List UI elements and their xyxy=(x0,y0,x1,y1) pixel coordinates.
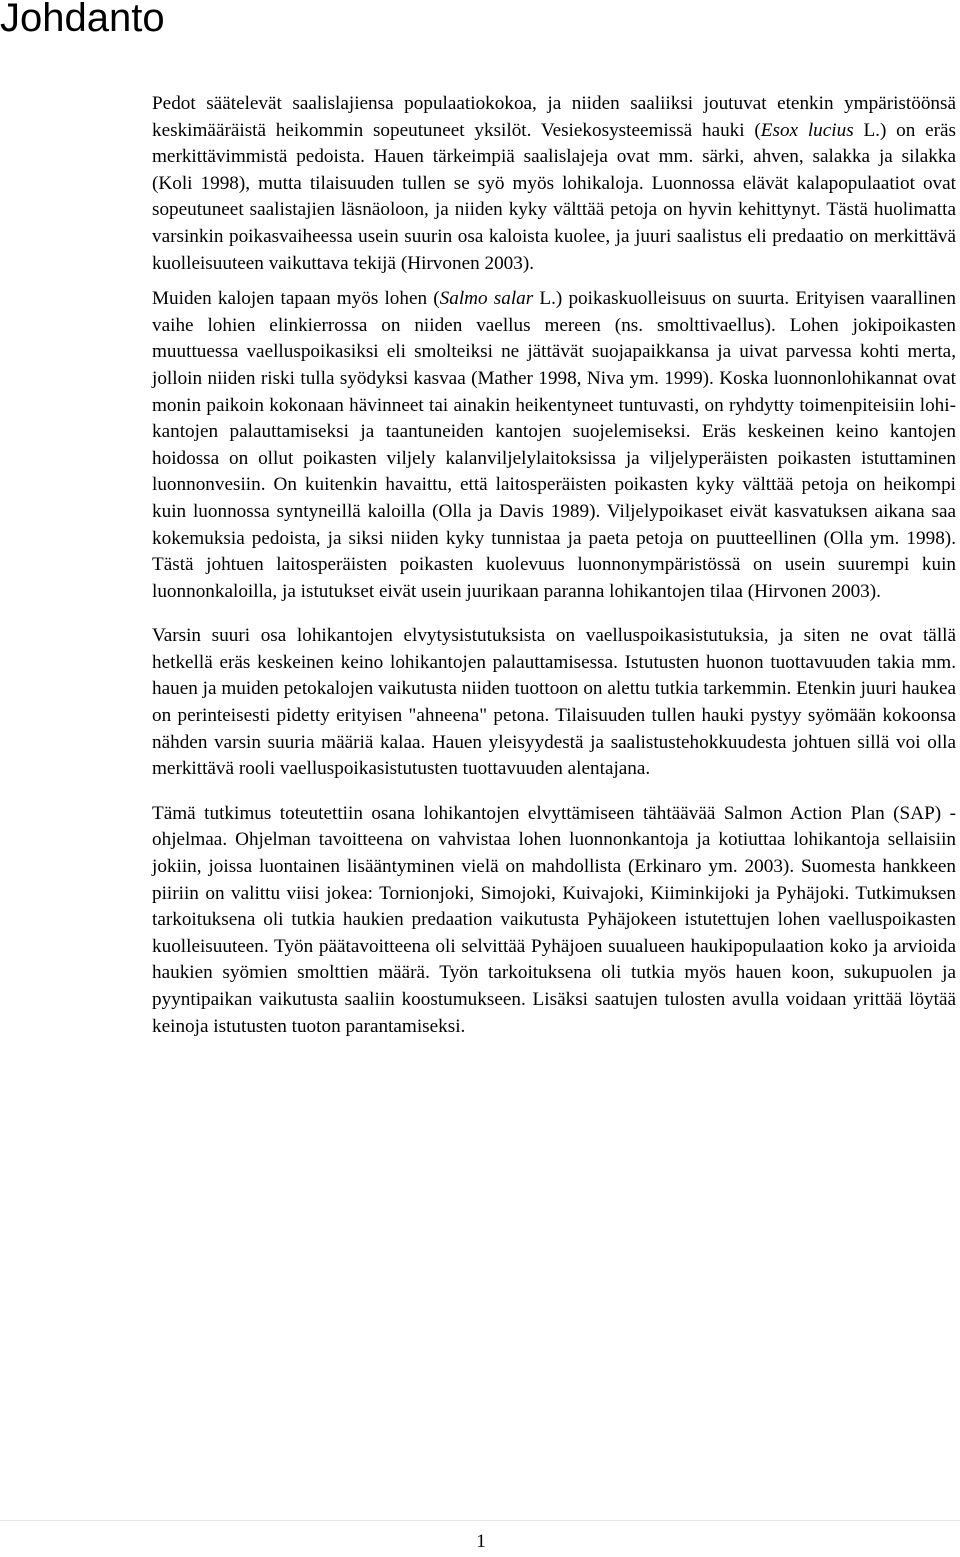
paragraph-1-text-b: L.) on eräs merkittävimmistä pedoista. Hauen tärkeimpiä saalislajeja ovat mm. särki, ahven, salakka ja silakka (Koli 1998), mutta tilaisuuden tullen se syö myös lohikaloja. Luonnossa elävät kalapopulaatiot ovat sopeutuneet saalistajien läsnäoloon, ja niiden kyky välttää petoja on hyvin kehittynyt. Tästä huolimatta varsinkin poikasvaiheessa usein suurin osa kaloista kuolee, ja juuri saalistus eli predaatio on merkittävä kuolleisuuteen vaikuttava tekijä (Hirvonen 2003). xyxy=(152,119,956,274)
page-heading: Johdanto xyxy=(0,0,165,40)
paragraph-2-text-a: Muiden kalojen tapaan myös lohen ( xyxy=(152,288,440,310)
species-name-esox-lucius: Esox lucius xyxy=(760,119,854,141)
body-text xyxy=(152,91,956,1040)
paragraph-1-text-a: Pedot säätelevät saalislajiensa populaatiokokoa, ja niiden saaliiksi joutuvat etenkin ympäristöönsä keskimääräistä heikommin sopeutuneet yksilöt. Vesiekosysteemissä hauki ( xyxy=(152,93,956,141)
paragraph-3: Varsin suuri osa lohikantojen elvytysistutuksista on vaelluspoikasistutuksia, ja siten ne ovat tällä hetkellä eräs keskeinen keino lohikantojen palauttamisessa. Istutusten huonon tuottavuuden takia mm. hauen ja muiden petokalojen vaikutusta niiden tuottoon on alettu tutkia tarkemmin. Etenkin juuri haukea on perinteisesti pidetty erityisen "ahneena" petona. Tilaisuuden tullen hauki pystyy syömään kokoonsa nähden varsin suuria määriä kalaa. Hauen yleisyydestä ja saalistustehokkuudesta johtuen sillä voi olla merkittävä rooli vaelluspoikasistutusten tuottavuuden alentajana. xyxy=(152,625,956,780)
paragraph-2 xyxy=(152,286,956,605)
paragraph-4: Tämä tutkimus toteutettiin osana lohikantojen elvyttämiseen tähtäävää Salmon Action Plan (SAP) -ohjelmaa. Ohjelman tavoitteena on vahvistaa lohen luonnonkantoja ja kotiuttaa lohikantoja sellaisiin jokiin, joissa luontainen lisääntyminen vielä on mahdollista (Erkinaro ym. 2003). Suomesta hankkeen piiriin on valittu viisi jokea: Tornionjoki, Simojoki, Kuivajoki, Kiiminkijoki ja Pyhäjoki. Tutkimuksen tarkoituksena oli tutkia haukien predaation vaikutusta Pyhäjokeen istutettujen lohen vaelluspoikasten kuolleisuuteen. Työn päätavoitteena oli selvittää Pyhäjoen suualueen haukipopulaation koko ja arvioida haukien syömien smolttien määrä. Työn tarkoituksena oli tutkia myös hauen koon, sukupuolen ja pyyntipaikan vaikutusta saaliin koostumukseen. Lisäksi saatujen tulosten avulla voidaan yrittää löytää keinoja istutusten tuoton parantamiseksi. xyxy=(152,802,956,1037)
species-name-salmo-salar: Salmo salar xyxy=(439,288,534,310)
paragraph-1 xyxy=(152,91,956,277)
footer-divider xyxy=(0,1520,960,1521)
page-number: 1 xyxy=(476,1531,486,1552)
paragraph-2-text-b: L.) poikaskuolleisuus on suurta. Erityisen vaarallinen vaihe lohien elinkierrossa on niiden vaellus mereen (ns. smolttivaellus). Lohen jokipoikasten muuttuessa vaelluspoikasiksi eli smolteiksi ne jättävät suojapaikkansa ja uivat parvessa kohti merta, jolloin niiden riski tulla syödyksi kasvaa (Mather 1998, Niva ym. 1999). Koska luonnonlohikannat ovat monin paikoin kokonaan hävinneet tai ainakin heikentyneet tuntuvasti, on ryhdytty toimenpiteisiin lohikantojen palauttamiseksi ja taantuneiden kantojen suojelemiseksi. Eräs keskeinen keino kantojen hoidossa on ollut poikasten viljely kalanviljelylaitoksissa ja viljelyperäisten poikasten istuttaminen luonnonvesiin. On kuitenkin havaittu, että laitosperäisten poikasten kyky välttää petoja on heikompi kuin luonnossa syntyneillä kaloilla (Olla ja Davis 1989). Viljelypoikaset eivät kasvatuksen aikana saa kokemuksia pedoista, ja siksi niiden kyky tunnistaa ja paeta petoja on puutteellinen (Olla ym. 1998). Tästä johtuen laitosperäisten poikasten kuolevuus luonnonympäristössä on usein suurempi kuin luonnonkaloilla, ja istutukset eivät usein juurikaan paranna lohikantojen tilaa (Hirvonen 2003). xyxy=(152,288,956,602)
